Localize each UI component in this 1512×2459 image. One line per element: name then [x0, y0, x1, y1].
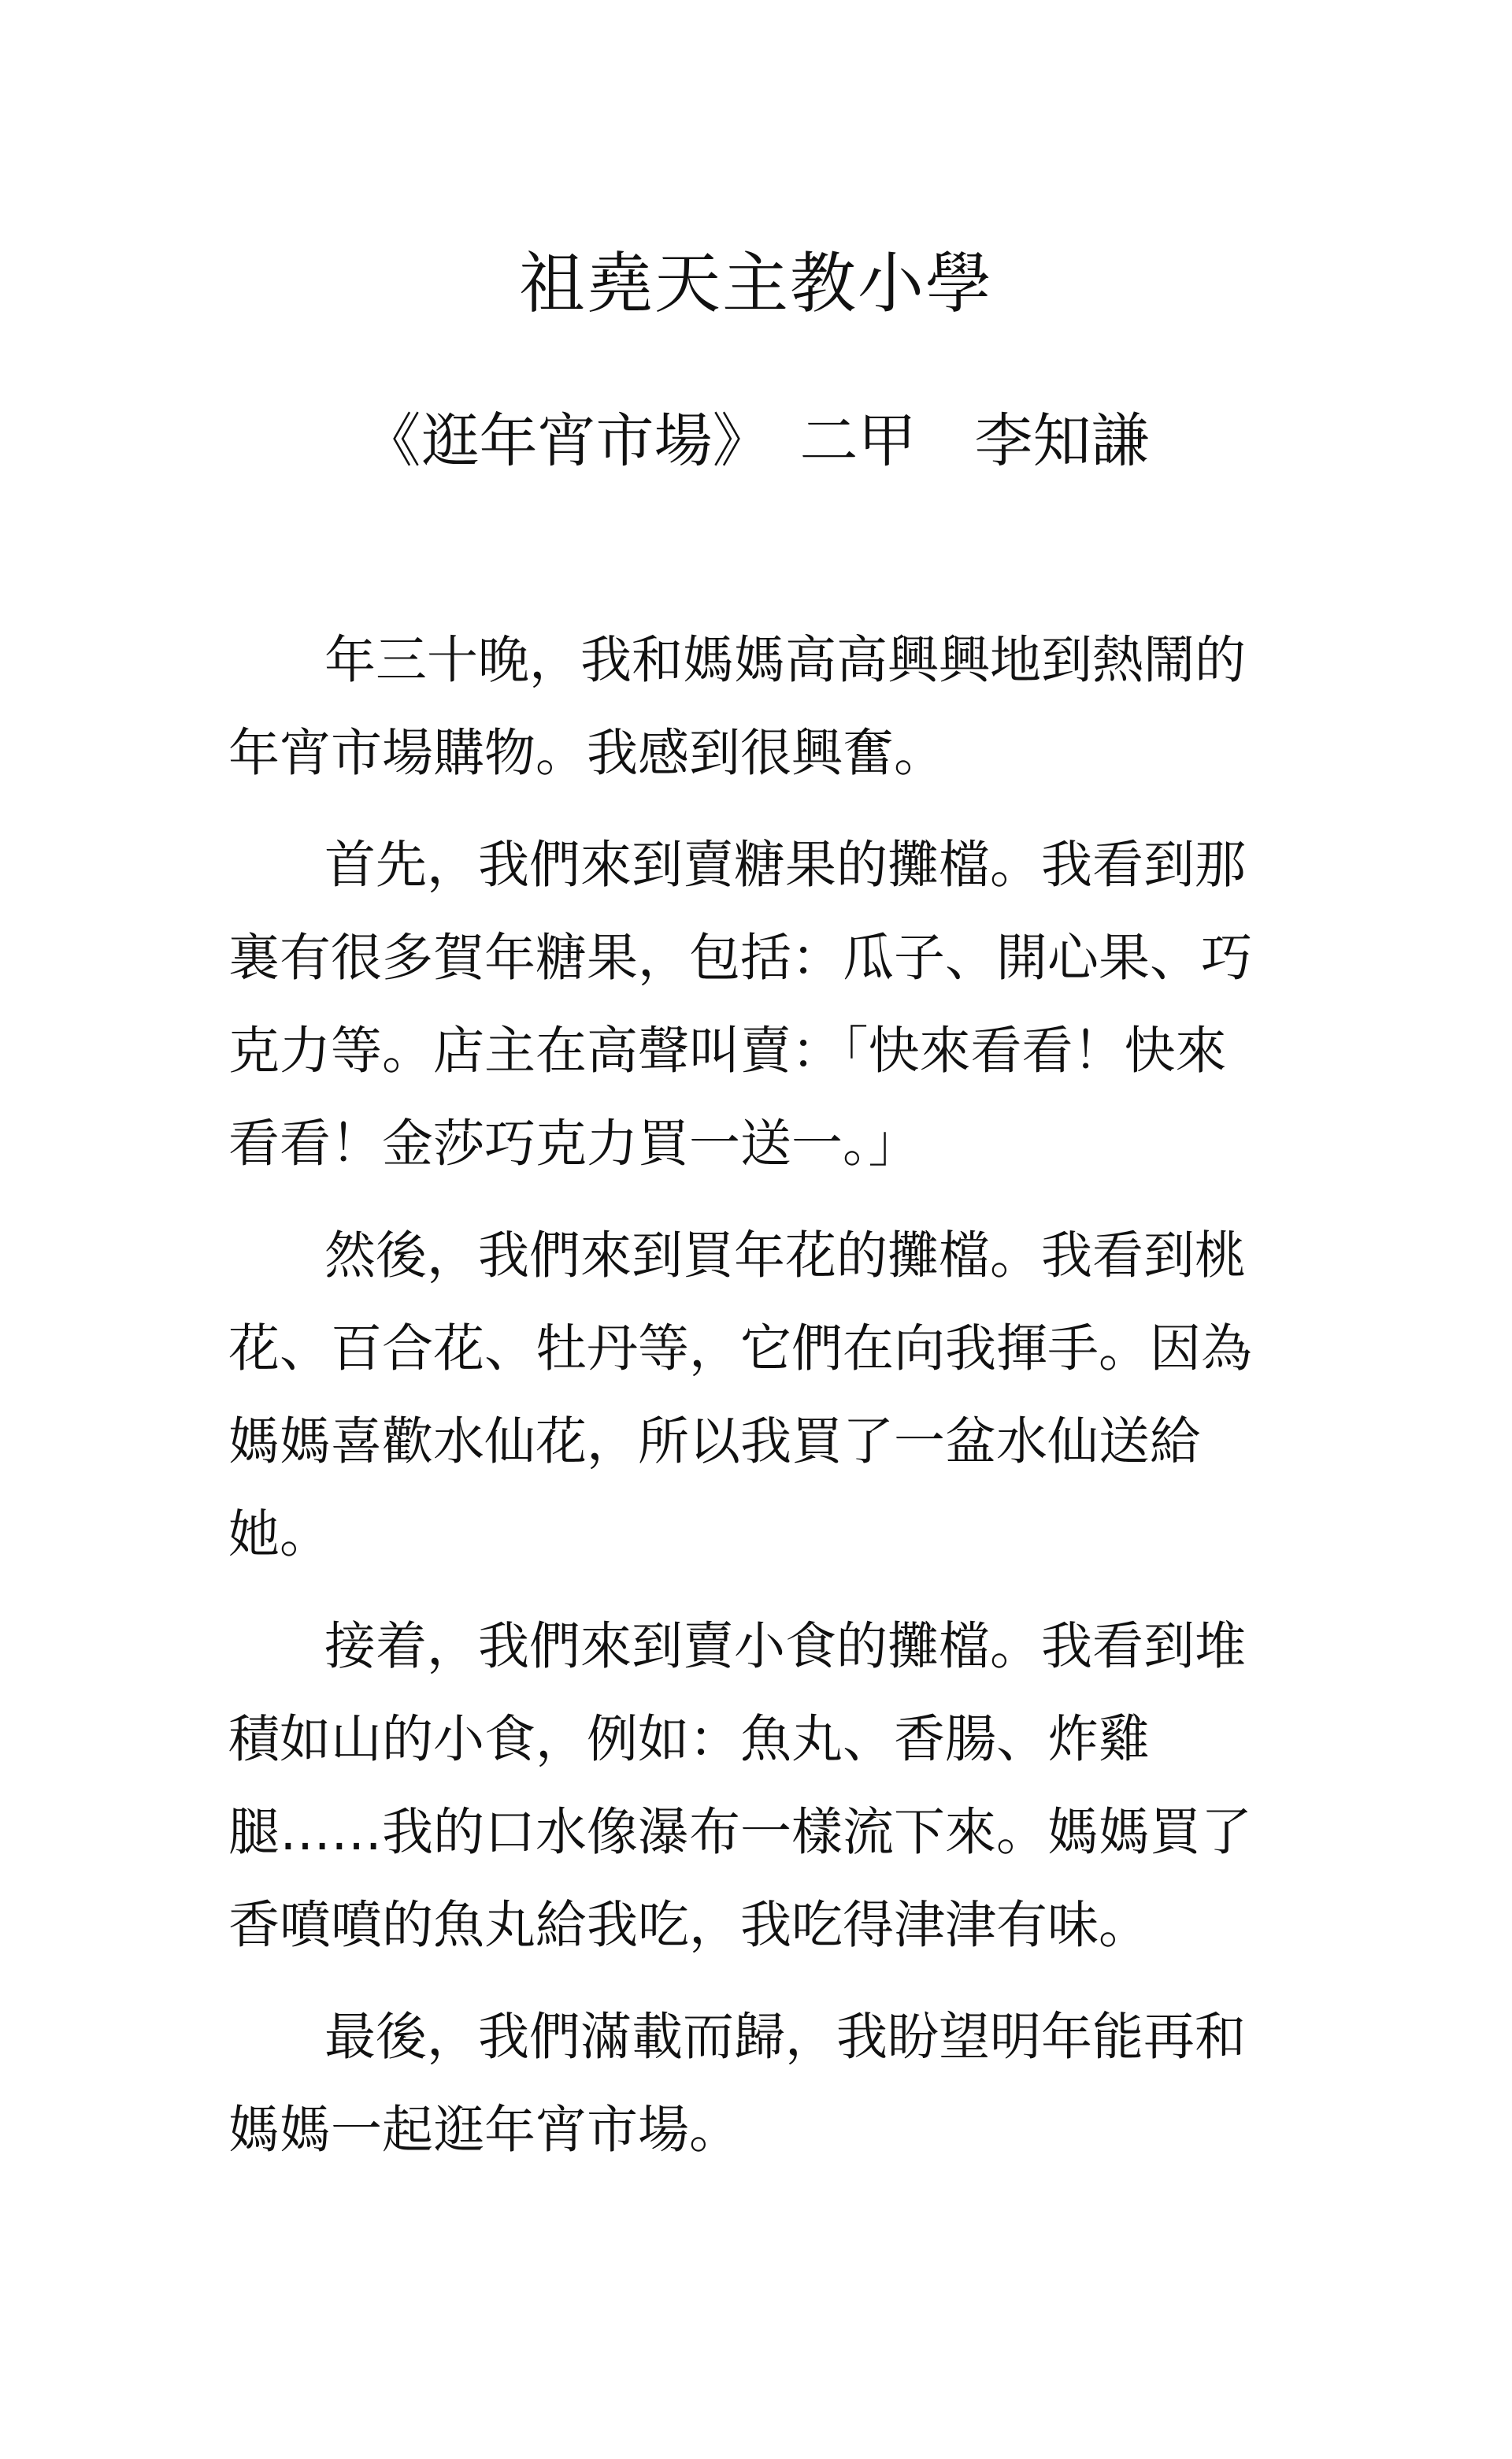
paragraph-2: 首先，我們來到賣糖果的攤檔。我看到那裏有很多賀年糖果，包括：瓜子、開心果、巧克力等。店主在高聲叫賣：「快來看看！快來看看！金莎巧克力買一送一。」: [228, 836, 1253, 1174]
essay-title-line: 《逛年宵市場》 二甲 李知謙: [362, 407, 1150, 475]
paragraph-5: 最後，我們滿載而歸，我盼望明年能再和媽媽一起逛年宵市場。: [228, 2008, 1247, 2160]
paragraph-1: 年三十晚，我和媽媽高高興興地到熱鬧的年宵市場購物。我感到很興奮。: [228, 631, 1247, 783]
essay-body: [228, 614, 1268, 2196]
paragraph-4: 接着，我們來到賣小食的攤檔。我看到堆積如山的小食，例如：魚丸、香腸、炸雞腿……我的口水像瀑布一樣流下來。媽媽買了香噴噴的魚丸給我吃，我吃得津津有味。: [228, 1617, 1253, 1955]
paragraph-3: 然後，我們來到買年花的攤檔。我看到桃花、百合花、牡丹等，它們在向我揮手。因為媽媽喜歡水仙花，所以我買了一盆水仙送給她。: [228, 1226, 1253, 1564]
school-name: 祖堯天主教小學: [518, 245, 993, 322]
